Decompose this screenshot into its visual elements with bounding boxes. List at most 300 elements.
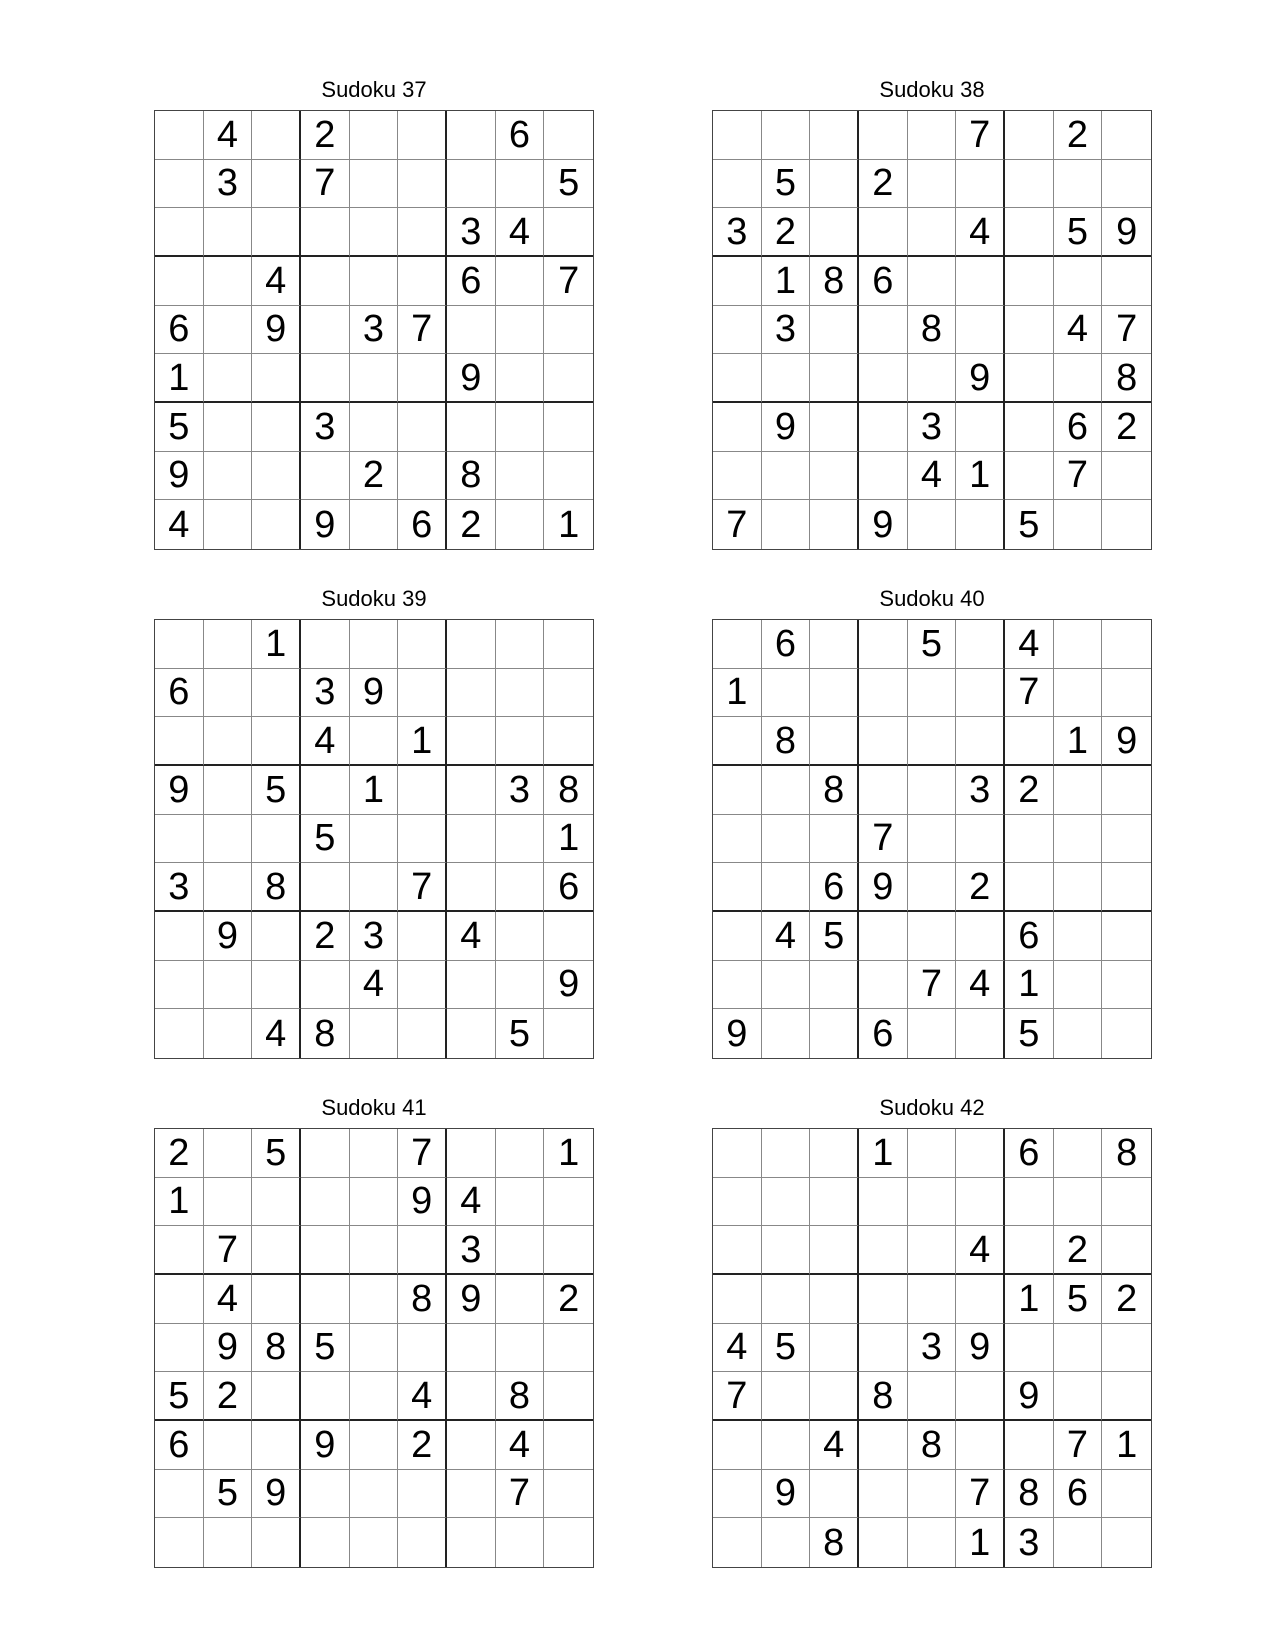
sudoku-cell bbox=[810, 452, 859, 501]
sudoku-cell bbox=[1054, 912, 1103, 961]
sudoku-cell bbox=[496, 912, 545, 961]
sudoku-cell bbox=[155, 961, 204, 1010]
sudoku-cell bbox=[204, 1129, 253, 1178]
sudoku-cell bbox=[908, 1129, 957, 1178]
sudoku-cell bbox=[496, 961, 545, 1010]
sudoku-cell bbox=[762, 669, 811, 718]
sudoku-cell: 3 bbox=[350, 306, 399, 355]
sudoku-cell bbox=[1054, 1129, 1103, 1178]
sudoku-cell: 2 bbox=[155, 1129, 204, 1178]
sudoku-cell bbox=[398, 1518, 447, 1567]
sudoku-cell bbox=[544, 1324, 593, 1373]
sudoku-cell bbox=[713, 1518, 762, 1567]
sudoku-cell bbox=[301, 1470, 350, 1519]
sudoku-cell bbox=[350, 1421, 399, 1470]
sudoku-cell: 8 bbox=[496, 1372, 545, 1421]
sudoku-cell bbox=[252, 1178, 301, 1227]
sudoku-cell bbox=[252, 1372, 301, 1421]
sudoku-cell: 8 bbox=[1102, 354, 1151, 403]
sudoku-cell bbox=[1054, 815, 1103, 864]
sudoku-cell bbox=[810, 1324, 859, 1373]
sudoku-cell bbox=[204, 1009, 253, 1058]
sudoku-cell bbox=[1054, 1009, 1103, 1058]
sudoku-cell bbox=[544, 354, 593, 403]
sudoku-cell bbox=[155, 1009, 204, 1058]
sudoku-cell: 4 bbox=[956, 208, 1005, 257]
sudoku-cell: 5 bbox=[1005, 500, 1054, 549]
sudoku-cell: 7 bbox=[398, 1129, 447, 1178]
sudoku-cell: 8 bbox=[908, 306, 957, 355]
sudoku-cell bbox=[713, 257, 762, 306]
sudoku-cell: 8 bbox=[908, 1421, 957, 1470]
sudoku-cell: 9 bbox=[859, 500, 908, 549]
sudoku-cell: 1 bbox=[1054, 717, 1103, 766]
sudoku-cell bbox=[1102, 500, 1151, 549]
sudoku-cell bbox=[447, 766, 496, 815]
sudoku-cell: 5 bbox=[1054, 208, 1103, 257]
sudoku-cell bbox=[956, 1178, 1005, 1227]
sudoku-cell: 3 bbox=[447, 1226, 496, 1275]
sudoku-cell bbox=[859, 961, 908, 1010]
sudoku-cell: 2 bbox=[859, 160, 908, 209]
sudoku-cell: 9 bbox=[956, 354, 1005, 403]
sudoku-cell bbox=[398, 815, 447, 864]
sudoku-cell: 1 bbox=[1005, 961, 1054, 1010]
sudoku-cell: 2 bbox=[447, 500, 496, 549]
sudoku-cell bbox=[859, 403, 908, 452]
puzzle-title: Sudoku 39 bbox=[321, 586, 427, 611]
sudoku-cell bbox=[398, 111, 447, 160]
sudoku-cell bbox=[859, 1226, 908, 1275]
sudoku-cell: 5 bbox=[762, 160, 811, 209]
sudoku-cell: 1 bbox=[544, 815, 593, 864]
sudoku-cell bbox=[810, 111, 859, 160]
sudoku-cell bbox=[956, 815, 1005, 864]
sudoku-cell bbox=[398, 766, 447, 815]
sudoku-cell bbox=[252, 354, 301, 403]
sudoku-cell bbox=[496, 452, 545, 501]
sudoku-cell bbox=[155, 1470, 204, 1519]
sudoku-cell bbox=[908, 669, 957, 718]
sudoku-cell: 4 bbox=[956, 1226, 1005, 1275]
sudoku-cell bbox=[908, 1470, 957, 1519]
sudoku-cell bbox=[155, 257, 204, 306]
sudoku-cell bbox=[204, 766, 253, 815]
sudoku-cell: 3 bbox=[908, 1324, 957, 1373]
sudoku-cell bbox=[859, 354, 908, 403]
sudoku-cell bbox=[1054, 354, 1103, 403]
sudoku-cell bbox=[908, 208, 957, 257]
sudoku-cell bbox=[1005, 863, 1054, 912]
sudoku-cell bbox=[762, 1372, 811, 1421]
puzzle-title: Sudoku 37 bbox=[321, 77, 427, 102]
sudoku-cell bbox=[204, 669, 253, 718]
sudoku-cell: 5 bbox=[1054, 1275, 1103, 1324]
sudoku-cell: 8 bbox=[810, 257, 859, 306]
sudoku-cell bbox=[447, 1324, 496, 1373]
sudoku-cell bbox=[496, 354, 545, 403]
sudoku-cell bbox=[762, 1226, 811, 1275]
sudoku-cell bbox=[1102, 620, 1151, 669]
sudoku-cell bbox=[810, 160, 859, 209]
sudoku-cell: 1 bbox=[956, 452, 1005, 501]
sudoku-cell bbox=[155, 111, 204, 160]
sudoku-cell bbox=[1102, 160, 1151, 209]
sudoku-cell bbox=[908, 1518, 957, 1567]
sudoku-cell bbox=[252, 1226, 301, 1275]
sudoku-cell bbox=[762, 500, 811, 549]
sudoku-cell: 2 bbox=[1005, 766, 1054, 815]
sudoku-cell: 2 bbox=[1102, 403, 1151, 452]
sudoku-cell: 9 bbox=[252, 1470, 301, 1519]
sudoku-cell bbox=[713, 1226, 762, 1275]
sudoku-cell bbox=[350, 815, 399, 864]
sudoku-cell bbox=[447, 1129, 496, 1178]
sudoku-cell bbox=[956, 1421, 1005, 1470]
sudoku-cell bbox=[956, 620, 1005, 669]
sudoku-cell: 1 bbox=[1005, 1275, 1054, 1324]
sudoku-cell bbox=[810, 500, 859, 549]
sudoku-cell: 2 bbox=[956, 863, 1005, 912]
sudoku-cell bbox=[252, 669, 301, 718]
sudoku-cell: 3 bbox=[762, 306, 811, 355]
sudoku-cell: 4 bbox=[496, 1421, 545, 1470]
sudoku-cell bbox=[496, 1275, 545, 1324]
sudoku-cell: 8 bbox=[810, 766, 859, 815]
sudoku-cell bbox=[713, 403, 762, 452]
sudoku-cell bbox=[544, 620, 593, 669]
sudoku-cell bbox=[810, 717, 859, 766]
sudoku-cell bbox=[301, 766, 350, 815]
sudoku-cell bbox=[350, 403, 399, 452]
sudoku-cell bbox=[859, 306, 908, 355]
sudoku-cell: 8 bbox=[301, 1009, 350, 1058]
sudoku-cell bbox=[1005, 111, 1054, 160]
sudoku-cell: 1 bbox=[762, 257, 811, 306]
sudoku-cell bbox=[1102, 1372, 1151, 1421]
sudoku-cell: 9 bbox=[398, 1178, 447, 1227]
sudoku-cell bbox=[1102, 1470, 1151, 1519]
sudoku-cell bbox=[496, 815, 545, 864]
sudoku-cell bbox=[1005, 1324, 1054, 1373]
sudoku-cell bbox=[1102, 111, 1151, 160]
sudoku-cell bbox=[447, 669, 496, 718]
sudoku-cell bbox=[713, 111, 762, 160]
sudoku-cell: 9 bbox=[713, 1009, 762, 1058]
sudoku-cell bbox=[1054, 863, 1103, 912]
sudoku-cell bbox=[544, 1518, 593, 1567]
sudoku-cell bbox=[810, 1275, 859, 1324]
sudoku-cell bbox=[810, 669, 859, 718]
sudoku-cell bbox=[447, 1518, 496, 1567]
sudoku-cell bbox=[350, 620, 399, 669]
sudoku-cell bbox=[713, 912, 762, 961]
sudoku-cell: 1 bbox=[350, 766, 399, 815]
sudoku-cell bbox=[204, 208, 253, 257]
sudoku-cell bbox=[810, 1372, 859, 1421]
sudoku-cell bbox=[301, 961, 350, 1010]
sudoku-cell: 5 bbox=[252, 766, 301, 815]
sudoku-grid bbox=[154, 1128, 594, 1568]
sudoku-cell bbox=[252, 1421, 301, 1470]
sudoku-cell bbox=[956, 1009, 1005, 1058]
sudoku-cell bbox=[956, 669, 1005, 718]
sudoku-cell: 7 bbox=[544, 257, 593, 306]
sudoku-cell bbox=[859, 1518, 908, 1567]
sudoku-cell bbox=[859, 111, 908, 160]
sudoku-cell: 9 bbox=[204, 1324, 253, 1373]
sudoku-cell bbox=[544, 1009, 593, 1058]
sudoku-cell bbox=[762, 1421, 811, 1470]
sudoku-cell: 4 bbox=[252, 1009, 301, 1058]
sudoku-cell bbox=[544, 111, 593, 160]
sudoku-cell bbox=[398, 160, 447, 209]
sudoku-cell: 5 bbox=[544, 160, 593, 209]
sudoku-cell: 5 bbox=[762, 1324, 811, 1373]
sudoku-cell: 3 bbox=[496, 766, 545, 815]
sudoku-cell bbox=[544, 1421, 593, 1470]
sudoku-cell bbox=[301, 1372, 350, 1421]
sudoku-cell bbox=[1102, 912, 1151, 961]
sudoku-cell bbox=[762, 766, 811, 815]
sudoku-cell bbox=[252, 452, 301, 501]
sudoku-cell bbox=[301, 354, 350, 403]
sudoku-cell: 2 bbox=[762, 208, 811, 257]
sudoku-cell: 6 bbox=[155, 1421, 204, 1470]
sudoku-cell: 7 bbox=[1054, 452, 1103, 501]
sudoku-cell: 9 bbox=[252, 306, 301, 355]
sudoku-cell: 4 bbox=[1005, 620, 1054, 669]
sudoku-cell: 6 bbox=[1005, 1129, 1054, 1178]
sudoku-cell bbox=[1102, 1009, 1151, 1058]
sudoku-cell: 7 bbox=[713, 1372, 762, 1421]
sudoku-cell bbox=[1054, 160, 1103, 209]
sudoku-cell bbox=[398, 961, 447, 1010]
sudoku-cell: 9 bbox=[301, 1421, 350, 1470]
sudoku-cell bbox=[398, 1470, 447, 1519]
sudoku-cell: 5 bbox=[908, 620, 957, 669]
sudoku-cell: 7 bbox=[1054, 1421, 1103, 1470]
sudoku-cell bbox=[155, 815, 204, 864]
sudoku-cell bbox=[496, 1324, 545, 1373]
sudoku-cell bbox=[252, 111, 301, 160]
sudoku-cell: 3 bbox=[301, 403, 350, 452]
sudoku-cell: 4 bbox=[301, 717, 350, 766]
sudoku-cell bbox=[447, 111, 496, 160]
sudoku-cell: 9 bbox=[204, 912, 253, 961]
sudoku-cell bbox=[908, 1372, 957, 1421]
sudoku-cell: 3 bbox=[301, 669, 350, 718]
sudoku-puzzle-41 bbox=[154, 1094, 594, 1568]
sudoku-cell bbox=[908, 1178, 957, 1227]
sudoku-cell: 4 bbox=[398, 1372, 447, 1421]
sudoku-cell bbox=[762, 961, 811, 1010]
sudoku-cell bbox=[544, 669, 593, 718]
sudoku-cell: 9 bbox=[1102, 717, 1151, 766]
sudoku-cell bbox=[810, 620, 859, 669]
sudoku-cell: 6 bbox=[762, 620, 811, 669]
sudoku-cell: 3 bbox=[956, 766, 1005, 815]
sudoku-puzzle-37 bbox=[154, 76, 594, 550]
sudoku-cell bbox=[350, 111, 399, 160]
sudoku-cell bbox=[908, 257, 957, 306]
sudoku-cell bbox=[956, 500, 1005, 549]
sudoku-cell: 9 bbox=[956, 1324, 1005, 1373]
sudoku-cell: 9 bbox=[762, 1470, 811, 1519]
sudoku-cell bbox=[252, 403, 301, 452]
sudoku-cell bbox=[762, 815, 811, 864]
sudoku-cell bbox=[713, 1129, 762, 1178]
sudoku-cell: 5 bbox=[496, 1009, 545, 1058]
sudoku-cell bbox=[544, 1372, 593, 1421]
sudoku-cell: 4 bbox=[956, 961, 1005, 1010]
sudoku-cell bbox=[1102, 815, 1151, 864]
sudoku-grid bbox=[712, 619, 1152, 1059]
sudoku-cell: 7 bbox=[908, 961, 957, 1010]
sudoku-cell bbox=[908, 766, 957, 815]
sudoku-cell bbox=[398, 354, 447, 403]
sudoku-cell bbox=[204, 1178, 253, 1227]
sudoku-cell bbox=[544, 403, 593, 452]
sudoku-cell: 2 bbox=[350, 452, 399, 501]
sudoku-cell bbox=[155, 1324, 204, 1373]
sudoku-cell bbox=[762, 1178, 811, 1227]
sudoku-cell bbox=[859, 1421, 908, 1470]
sudoku-cell bbox=[350, 1226, 399, 1275]
sudoku-cell: 2 bbox=[1102, 1275, 1151, 1324]
sudoku-cell: 3 bbox=[908, 403, 957, 452]
sudoku-cell: 8 bbox=[252, 863, 301, 912]
sudoku-cell bbox=[204, 1518, 253, 1567]
sudoku-cell: 8 bbox=[1102, 1129, 1151, 1178]
sudoku-cell bbox=[544, 1226, 593, 1275]
sudoku-cell bbox=[1054, 1324, 1103, 1373]
sudoku-cell bbox=[350, 500, 399, 549]
sudoku-cell bbox=[1054, 1372, 1103, 1421]
sudoku-cell: 6 bbox=[1054, 1470, 1103, 1519]
sudoku-cell bbox=[908, 863, 957, 912]
sudoku-cell bbox=[252, 717, 301, 766]
sudoku-cell bbox=[713, 160, 762, 209]
sudoku-cell bbox=[762, 863, 811, 912]
sudoku-cell bbox=[496, 620, 545, 669]
sudoku-cell bbox=[496, 1129, 545, 1178]
sudoku-cell: 2 bbox=[1054, 111, 1103, 160]
sudoku-cell bbox=[204, 961, 253, 1010]
sudoku-cell bbox=[252, 912, 301, 961]
sudoku-cell bbox=[762, 452, 811, 501]
sudoku-puzzle-39 bbox=[154, 585, 594, 1059]
sudoku-cell bbox=[252, 1518, 301, 1567]
sudoku-cell bbox=[496, 306, 545, 355]
sudoku-cell bbox=[447, 1421, 496, 1470]
sudoku-cell bbox=[859, 208, 908, 257]
sudoku-cell: 7 bbox=[398, 306, 447, 355]
sudoku-cell bbox=[301, 257, 350, 306]
sudoku-cell bbox=[762, 1275, 811, 1324]
sudoku-cell bbox=[908, 354, 957, 403]
sudoku-cell bbox=[859, 1470, 908, 1519]
sudoku-cell: 8 bbox=[1005, 1470, 1054, 1519]
sudoku-cell bbox=[956, 1372, 1005, 1421]
sudoku-puzzle-42 bbox=[712, 1094, 1152, 1568]
sudoku-cell: 9 bbox=[155, 452, 204, 501]
sudoku-cell bbox=[713, 961, 762, 1010]
sudoku-cell bbox=[859, 717, 908, 766]
sudoku-cell: 1 bbox=[155, 354, 204, 403]
sudoku-cell bbox=[859, 1178, 908, 1227]
sudoku-cell bbox=[859, 1275, 908, 1324]
sudoku-cell: 1 bbox=[558, 503, 580, 546]
sudoku-cell bbox=[398, 257, 447, 306]
sudoku-grid bbox=[712, 1128, 1152, 1568]
sudoku-cell: 9 bbox=[1005, 1372, 1054, 1421]
sudoku-cell bbox=[350, 1275, 399, 1324]
sudoku-cell bbox=[908, 111, 957, 160]
sudoku-cell bbox=[713, 620, 762, 669]
sudoku-cell: 6 bbox=[155, 306, 204, 355]
sudoku-cell: 9 bbox=[447, 1275, 496, 1324]
sudoku-cell bbox=[1102, 1178, 1151, 1227]
sudoku-cell bbox=[1005, 257, 1054, 306]
sudoku-cell bbox=[204, 500, 253, 549]
sudoku-cell bbox=[301, 1178, 350, 1227]
sudoku-cell bbox=[496, 1226, 545, 1275]
sudoku-cell bbox=[810, 1178, 859, 1227]
sudoku-cell bbox=[350, 717, 399, 766]
sudoku-cell bbox=[762, 1129, 811, 1178]
puzzle-title: Sudoku 38 bbox=[879, 77, 985, 102]
sudoku-cell bbox=[398, 669, 447, 718]
sudoku-cell bbox=[301, 1226, 350, 1275]
sudoku-cell bbox=[155, 1226, 204, 1275]
sudoku-cell bbox=[496, 1518, 545, 1567]
sudoku-cell bbox=[350, 1129, 399, 1178]
sudoku-cell: 3 bbox=[350, 912, 399, 961]
sudoku-cell bbox=[1005, 717, 1054, 766]
sudoku-cell bbox=[252, 500, 301, 549]
sudoku-cell bbox=[908, 1226, 957, 1275]
sudoku-cell bbox=[1054, 766, 1103, 815]
sudoku-cell bbox=[496, 160, 545, 209]
sudoku-cell bbox=[301, 208, 350, 257]
sudoku-cell bbox=[496, 1178, 545, 1227]
sudoku-cell bbox=[398, 620, 447, 669]
sudoku-cell bbox=[762, 111, 811, 160]
sudoku-cell bbox=[1005, 208, 1054, 257]
sudoku-cell bbox=[447, 620, 496, 669]
sudoku-cell bbox=[398, 912, 447, 961]
sudoku-cell: 1 bbox=[713, 669, 762, 718]
sudoku-cell bbox=[908, 500, 957, 549]
sudoku-cell: 8 bbox=[544, 766, 593, 815]
sudoku-cell bbox=[155, 208, 204, 257]
sudoku-cell bbox=[859, 766, 908, 815]
sudoku-cell bbox=[713, 766, 762, 815]
sudoku-cell bbox=[398, 452, 447, 501]
sudoku-cell bbox=[398, 208, 447, 257]
sudoku-cell bbox=[204, 717, 253, 766]
sudoku-cell bbox=[496, 257, 545, 306]
sudoku-cell bbox=[713, 717, 762, 766]
sudoku-cell bbox=[398, 1226, 447, 1275]
sudoku-cell: 9 bbox=[447, 354, 496, 403]
sudoku-cell: 3 bbox=[155, 863, 204, 912]
sudoku-cell: 4 bbox=[252, 257, 301, 306]
sudoku-cell: 6 bbox=[1054, 403, 1103, 452]
sudoku-cell bbox=[1005, 1178, 1054, 1227]
sudoku-cell bbox=[204, 452, 253, 501]
